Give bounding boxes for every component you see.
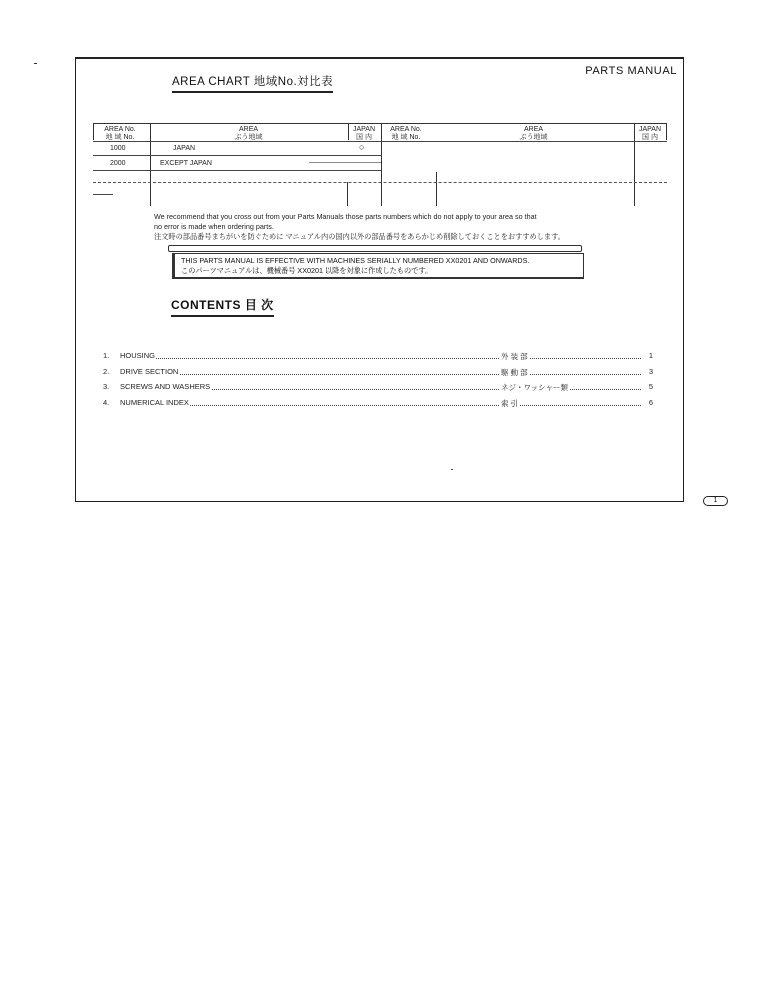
col-japan-header-right: JAPAN 国 内 <box>638 126 662 141</box>
toc-item[interactable] <box>103 351 653 363</box>
stray-mark <box>451 469 453 470</box>
table-rule <box>93 124 94 140</box>
notice-body <box>172 253 584 279</box>
japan-circle-mark: ○ <box>359 142 365 152</box>
toc-item[interactable] <box>103 398 653 410</box>
toc-item-label: DRIVE SECTION <box>120 367 179 376</box>
toc-item[interactable] <box>103 367 653 379</box>
note-en-line2: no error is made when ordering parts. <box>154 222 274 231</box>
toc-item-label-jp: 索 引 <box>501 399 519 408</box>
toc-item-page: 6 <box>648 398 653 407</box>
table-rule <box>666 124 667 140</box>
table-rule <box>93 155 381 156</box>
area-row-name: EXCEPT JAPAN <box>160 160 212 167</box>
contents-title: CONTENTS 目 次 <box>171 296 274 317</box>
manual-page-frame <box>75 57 684 502</box>
manual-title: PARTS MANUAL <box>585 65 677 77</box>
area-row-name: JAPAN <box>173 145 196 152</box>
table-rule <box>93 194 113 195</box>
table-rule <box>436 172 437 206</box>
toc-item-number: 3. <box>103 382 110 391</box>
col-japan-header: JAPAN 国 内 <box>352 126 376 141</box>
serial-notice-jp: このパーツマニュアルは、機械番号 XX0201 以降を対象に作成したものです。 <box>181 266 433 275</box>
toc-item-number: 2. <box>103 367 110 376</box>
toc-item-label: HOUSING <box>120 351 156 360</box>
toc-item-page: 1 <box>648 351 653 360</box>
toc-item-page: 3 <box>648 367 653 376</box>
notice-top-bar <box>168 245 582 252</box>
toc-item-number: 1. <box>103 351 110 360</box>
toc-item-label: SCREWS AND WASHERS <box>120 382 211 391</box>
note-jp-line: 注文時の部品番号まちがいを防ぐために マニュアル内の国内以外の部品番号をあらかじめ削除しておくことをおすすめします。 <box>154 232 565 241</box>
area-chart-table <box>93 123 667 206</box>
toc-item[interactable] <box>103 382 653 394</box>
area-chart-title: AREA CHART 地域No.対比表 <box>172 73 333 93</box>
toc-item-number: 4. <box>103 398 110 407</box>
table-rule <box>381 124 382 206</box>
toc-leader <box>123 374 641 375</box>
toc-item-label-jp: 外 装 部 <box>501 352 528 361</box>
table-rule <box>309 162 381 163</box>
table-rule <box>93 170 381 171</box>
col-area-header: AREA ぶう地域 <box>234 126 263 141</box>
table-rule <box>348 124 349 140</box>
toc-item-label: NUMERICAL INDEX <box>120 398 189 407</box>
table-rule <box>634 124 635 206</box>
serial-notice-box <box>168 245 588 279</box>
stray-mark <box>34 63 37 64</box>
note-en-line1: We recommend that you cross out from your Parts Manuals those parts numbers which do not apply to your area so that <box>154 212 537 221</box>
table-rule <box>93 182 667 183</box>
table-rule <box>93 141 667 142</box>
col-area-no-header-right: AREA No. 地 域 No. <box>390 126 422 141</box>
toc-leader <box>123 358 641 359</box>
toc-item-label-jp: 駆 動 部 <box>501 368 528 377</box>
serial-notice-en: THIS PARTS MANUAL IS EFFECTIVE WITH MACHINES SERIALLY NUMBERED XX0201 AND ONWARDS. <box>181 256 530 265</box>
page-number-tab: 1 <box>703 496 728 506</box>
area-row-no: 2000 <box>110 160 126 167</box>
toc-item-label-jp: ネジ・ワッシャー類 <box>501 383 568 392</box>
table-rule <box>347 182 348 206</box>
toc-leader <box>123 405 641 406</box>
col-area-no-header: AREA No. 地 域 No. <box>104 126 136 141</box>
col-area-header-right: AREA ぶう地域 <box>519 126 548 141</box>
area-row-no: 1000 <box>110 145 126 152</box>
toc-item-page: 5 <box>648 382 653 391</box>
